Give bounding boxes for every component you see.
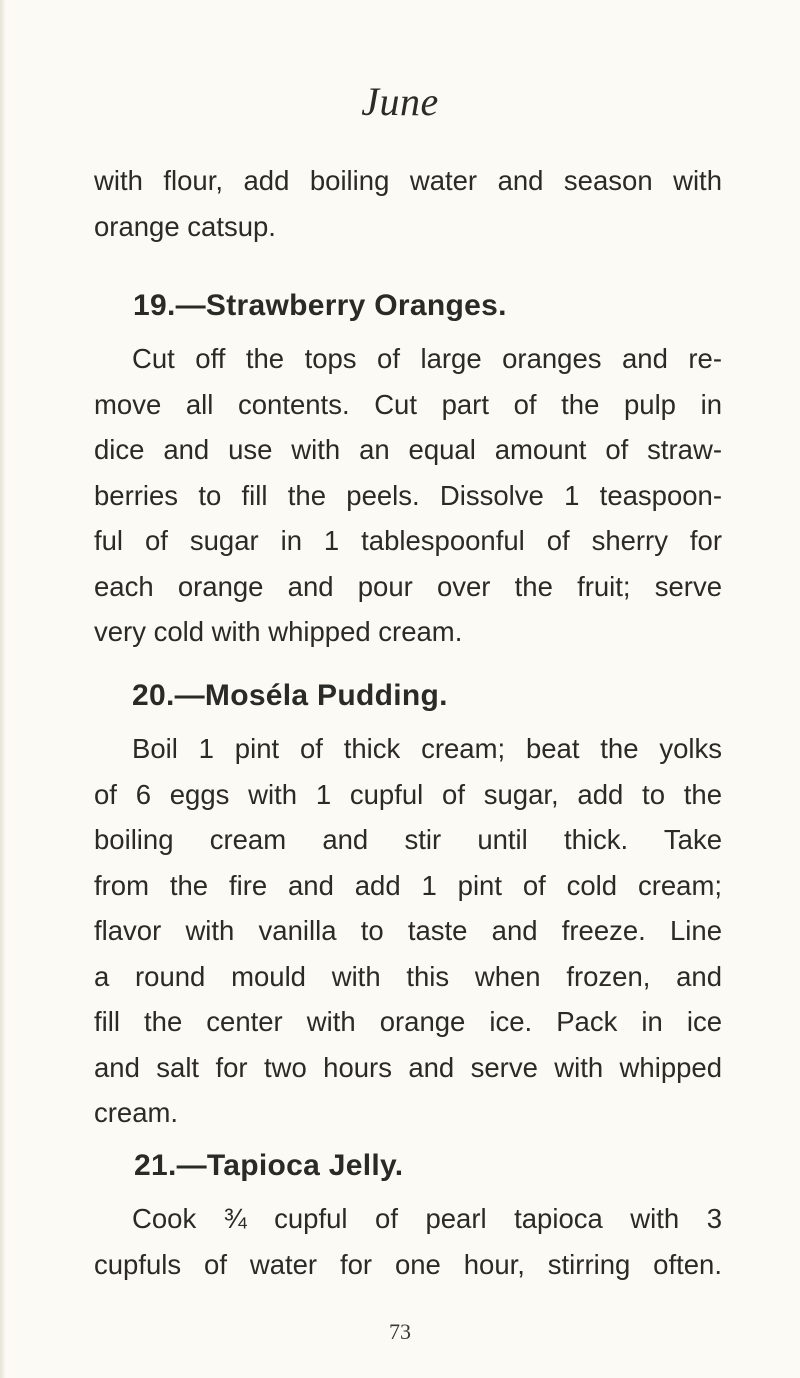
text-line: dice and use with an equal amount of straw- (94, 434, 722, 465)
recipe-20-body (94, 726, 722, 1136)
text-line: fill the center with orange ice. Pack in ice (94, 1006, 722, 1037)
text-line: with flour, add boiling water and season with (94, 165, 722, 196)
recipe-21-heading: 21.—Tapioca Jelly. (134, 1149, 404, 1182)
recipe-19-heading: 19.—Strawberry Oranges. (133, 289, 507, 322)
text-line: Cut off the tops of large oranges and re- (132, 343, 722, 374)
text-line: a round mould with this when frozen, and (94, 960, 722, 992)
text-line: from the fire and add 1 pint of cold cream; (94, 869, 722, 901)
text-line: berries to fill the peels. Dissolve 1 teaspoon- (94, 479, 722, 511)
page-edge-shadow (0, 0, 6, 1378)
page-number: 73 (389, 1319, 411, 1344)
text-line: flavor with vanilla to taste and freeze. Line (94, 915, 722, 946)
continuation-paragraph (94, 158, 722, 249)
recipe-20-heading: 20.—Moséla Pudding. (132, 679, 448, 712)
text-line: Boil 1 pint of thick cream; beat the yolks (132, 733, 722, 764)
text-line: cupfuls of water for one hour, stirring often. (94, 1248, 722, 1280)
text-line: cream. (94, 1097, 179, 1128)
text-line: ful of sugar in 1 tablespoonful of sherry for (94, 525, 722, 556)
text-line: move all contents. Cut part of the pulp in (94, 388, 722, 420)
text-line: Cook ¾ cupful of pearl tapioca with 3 (132, 1203, 722, 1234)
recipe-19-body (94, 336, 722, 655)
recipe-21-body (94, 1196, 722, 1287)
text-line: and salt for two hours and serve with whipped (94, 1051, 722, 1083)
running-head: June (361, 79, 439, 124)
text-line: of 6 eggs with 1 cupful of sugar, add to the (94, 778, 722, 810)
text-line: orange catsup. (94, 210, 276, 242)
text-line: boiling cream and stir until thick. Take (94, 824, 722, 855)
text-line: very cold with whipped cream. (94, 616, 463, 647)
text-line: each orange and pour over the fruit; serve (94, 570, 722, 602)
